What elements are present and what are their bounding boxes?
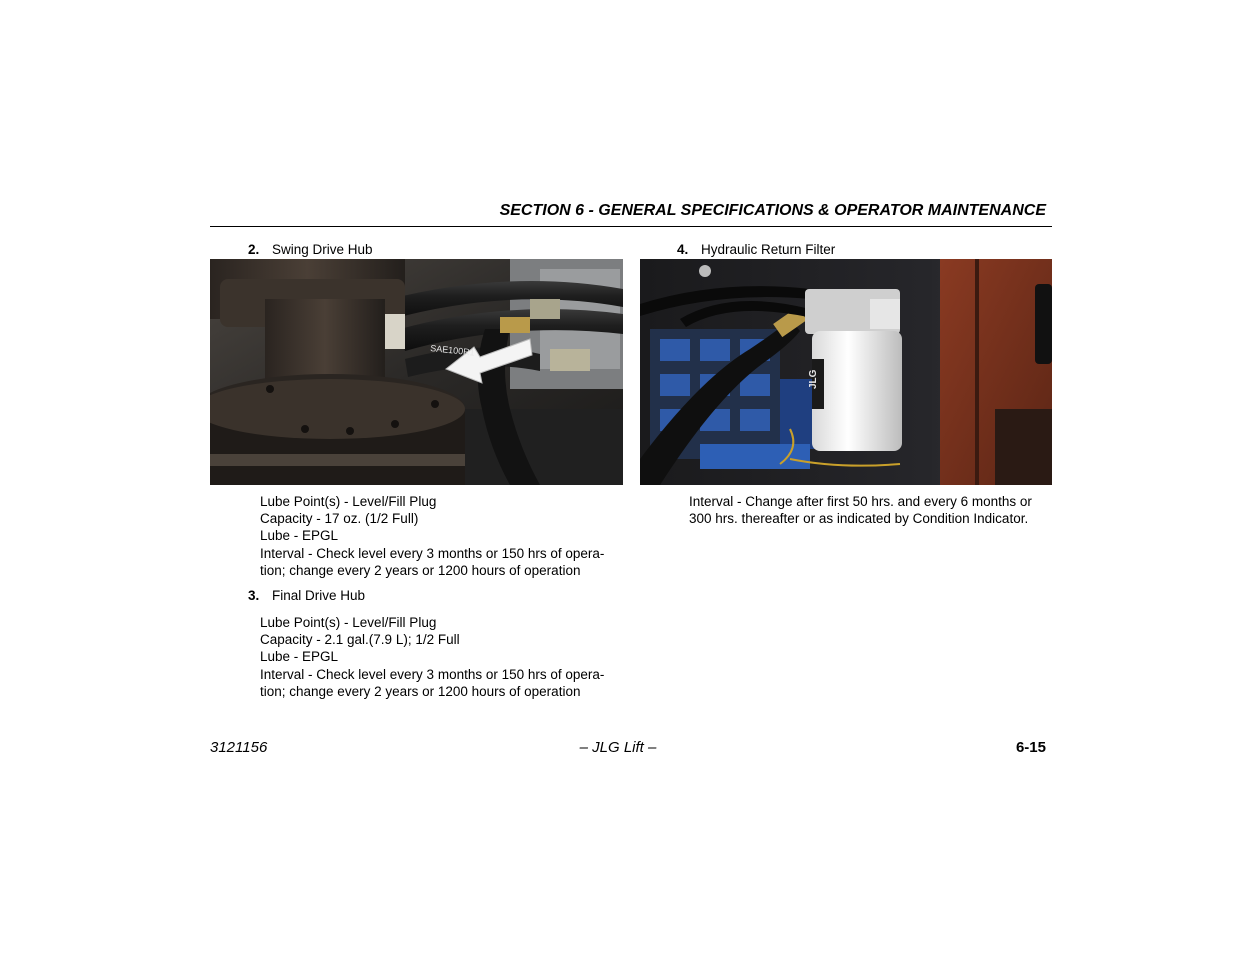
item-2-line: Interval - Check level every 3 months or 150 hrs of opera- (260, 545, 605, 561)
item-3-number: 3. (248, 588, 260, 603)
hydraulic-return-filter-photo (640, 259, 1052, 485)
item-2-line: Lube Point(s) - Level/Fill Plug (260, 494, 437, 509)
item-2-line: tion; change every 2 years or 1200 hours of operation (260, 562, 581, 578)
swing-drive-hub-photo (210, 259, 623, 485)
item-4-heading (677, 242, 835, 257)
item-3-line: Capacity - 2.1 gal.(7.9 L); 1/2 Full (260, 632, 460, 648)
item-3-line: Lube Point(s) - Level/Fill Plug (260, 615, 437, 630)
item-2-details (260, 493, 604, 579)
item-4-number: 4. (677, 242, 689, 257)
item-4-details (689, 493, 1032, 527)
hose-label: SAE100R1 (429, 343, 476, 358)
item-3-line: Interval - Check level every 3 months or 150 hrs of opera- (260, 666, 605, 682)
section-title: SECTION 6 - GENERAL SPECIFICATIONS & OPERATOR MAINTENANCE (499, 202, 1046, 219)
item-4-line: Interval - Change after first 50 hrs. and every 6 months or (689, 494, 1032, 509)
item-3-title: Final Drive Hub (272, 588, 366, 603)
item-2-line: Capacity - 17 oz. (1/2 Full) (260, 511, 419, 527)
footer-center: – JLG Lift – (579, 739, 657, 756)
item-3-line: tion; change every 2 years or 1200 hours of operation (260, 683, 581, 699)
footer-page-number: 6-15 (1015, 739, 1046, 756)
footer-doc-number: 3121156 (210, 739, 268, 756)
item-2-number: 2. (248, 242, 260, 257)
header-rule (210, 226, 1052, 227)
item-2-title: Swing Drive Hub (272, 242, 373, 257)
item-2-heading (248, 242, 373, 257)
item-2-line: Lube - EPGL (260, 528, 339, 544)
item-3-heading (248, 588, 365, 603)
item-4-title: Hydraulic Return Filter (701, 242, 836, 257)
item-4-line: 300 hrs. thereafter or as indicated by Condition Indicator. (689, 511, 1029, 527)
filter-label: JLG (808, 369, 819, 389)
item-3-line: Lube - EPGL (260, 649, 339, 665)
item-3-details (260, 614, 604, 700)
